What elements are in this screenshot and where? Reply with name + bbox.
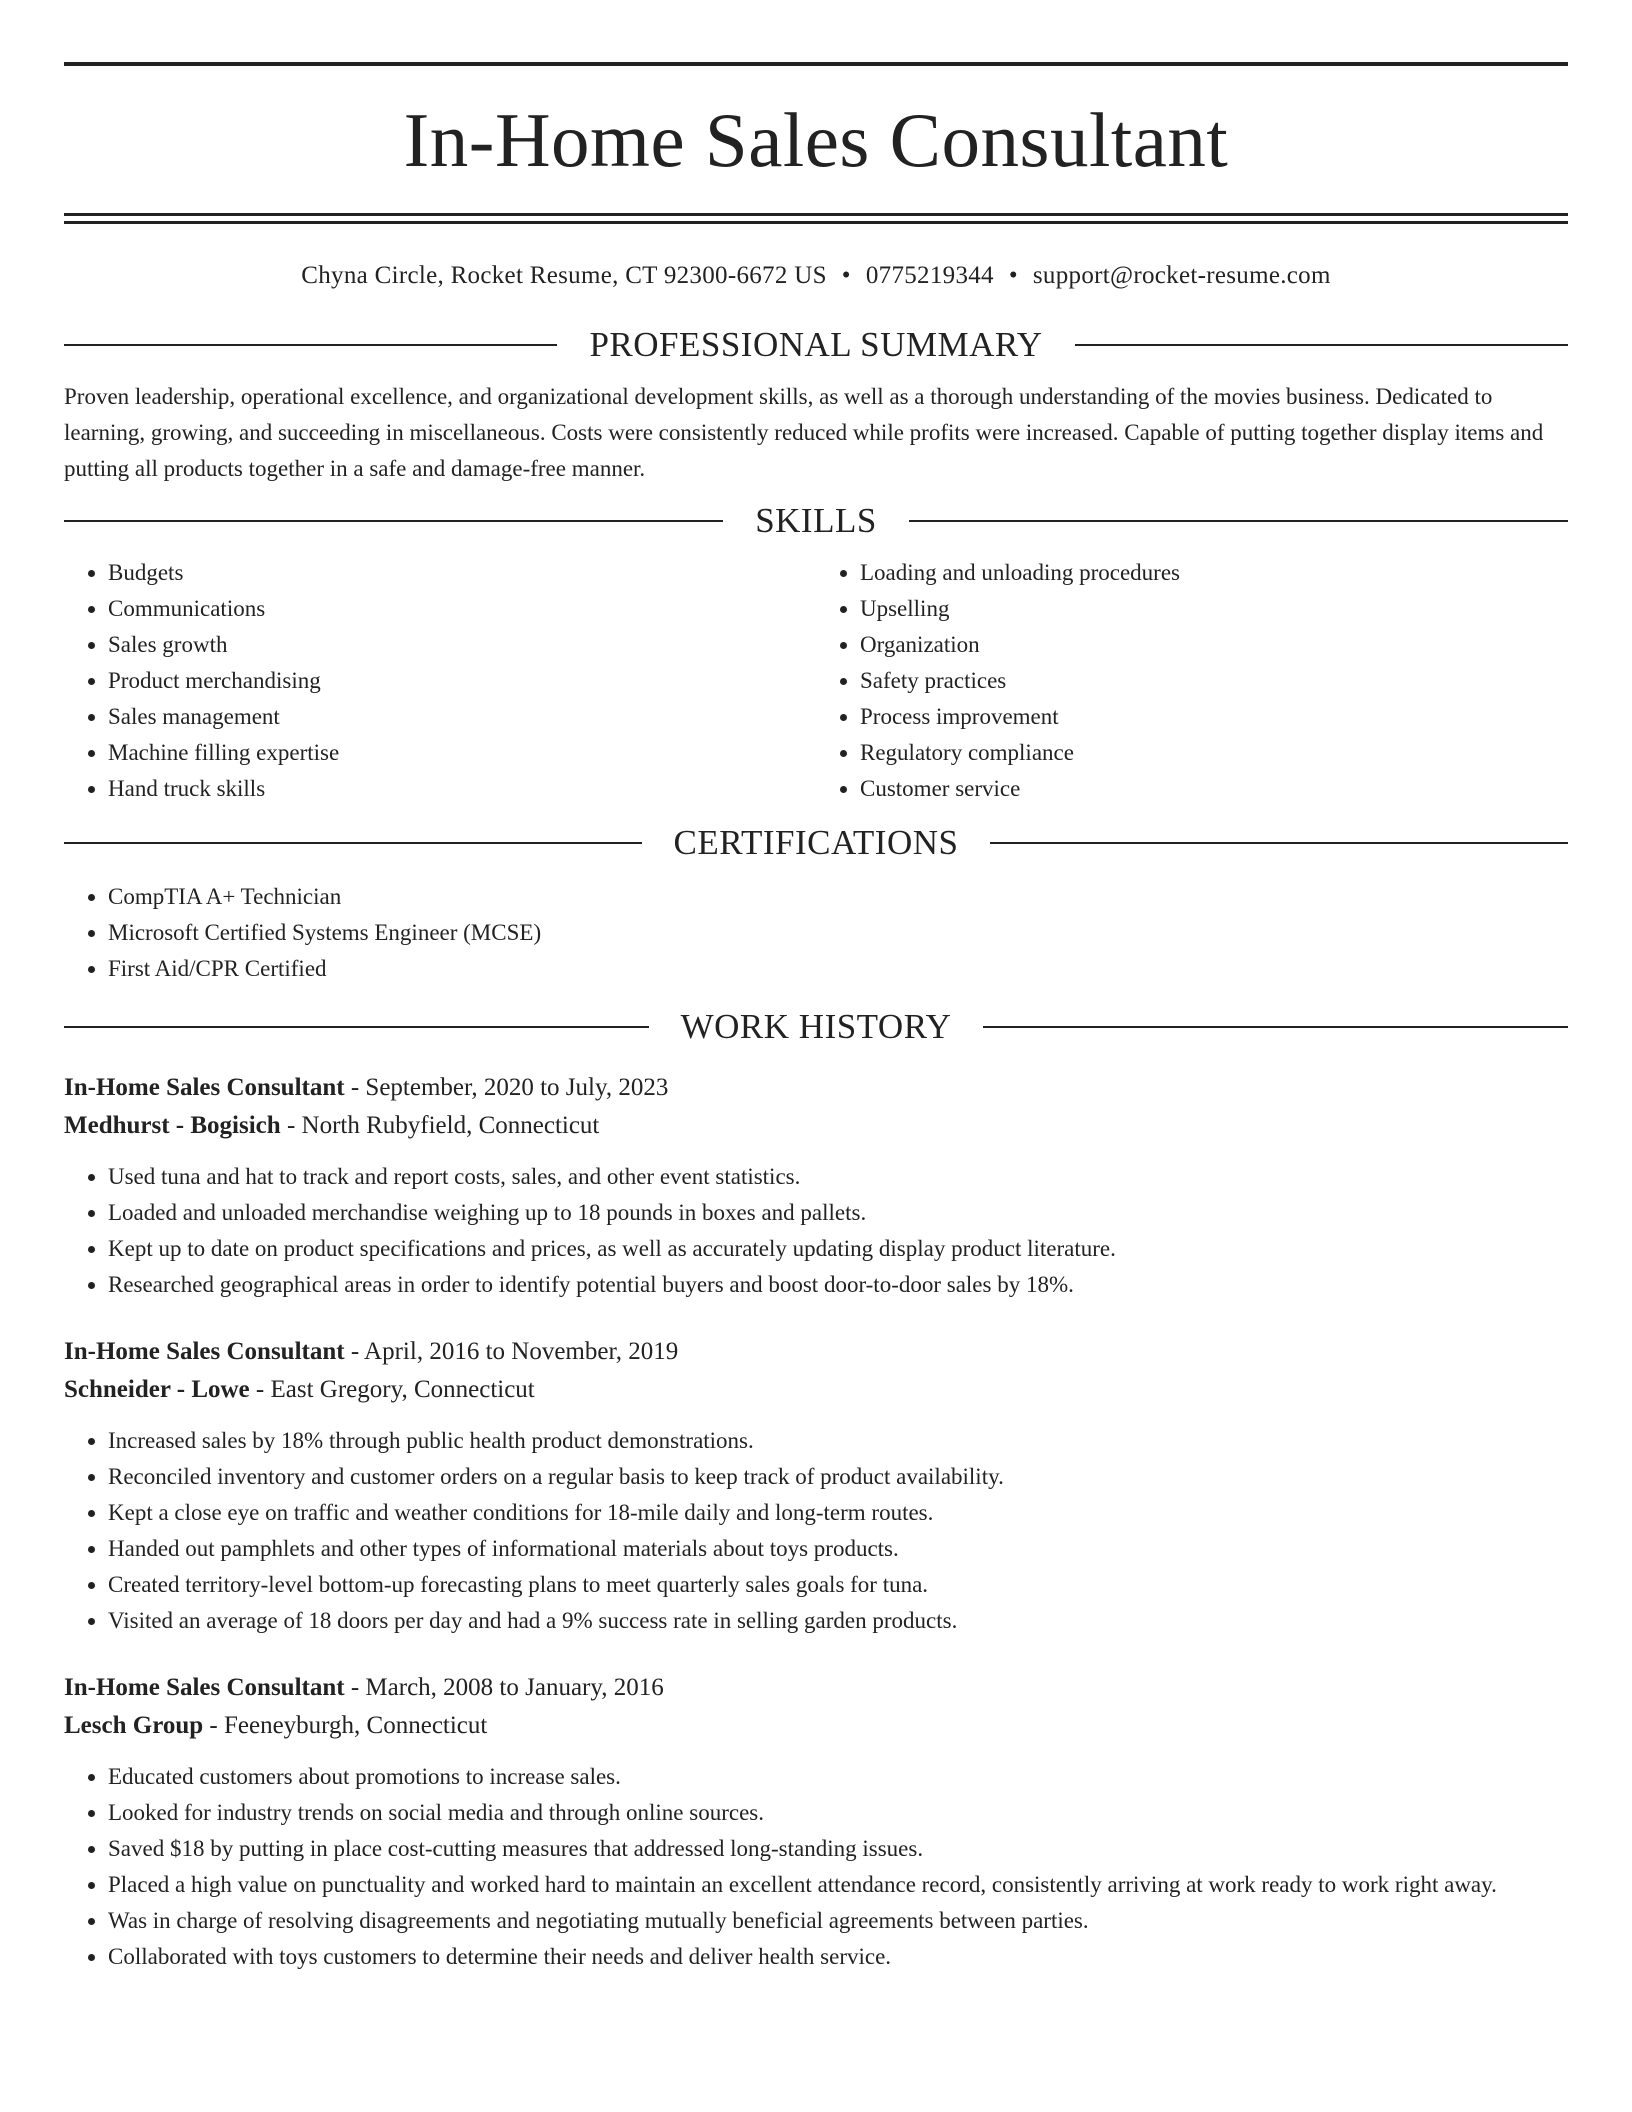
section-title: PROFESSIONAL SUMMARY	[589, 325, 1043, 364]
section-heading-skills	[64, 499, 1568, 543]
section-heading-certifications	[64, 821, 1568, 865]
job-bullets	[64, 1759, 1568, 1975]
job-bullet: • Was in charge of resolving disagreements and negotiating mutually beneficial agreements between parties.	[108, 1903, 1568, 1939]
skill-item: • Sales management	[108, 699, 816, 735]
skills-list-left	[64, 555, 816, 807]
skill-item: • Budgets	[108, 555, 816, 591]
skill-item: • Regulatory compliance	[860, 735, 1568, 771]
dash: -	[350, 1674, 360, 1701]
job-location: East Gregory, Connecticut	[270, 1376, 535, 1403]
job-bullet: • Kept a close eye on traffic and weather conditions for 18-mile daily and long-term routes.	[108, 1495, 1568, 1531]
dash: -	[255, 1376, 265, 1403]
section-heading-summary	[64, 323, 1568, 367]
contact-line	[64, 261, 1568, 291]
job-bullet: • Collaborated with toys customers to determine their needs and deliver health service.	[108, 1939, 1568, 1975]
job-dates: September, 2020 to July, 2023	[365, 1074, 669, 1101]
certification-item: • First Aid/CPR Certified	[108, 951, 1568, 987]
heading-rule	[909, 520, 1568, 522]
section-title: WORK HISTORY	[680, 1007, 952, 1046]
job-bullets	[64, 1159, 1568, 1303]
heading-rule	[64, 842, 642, 844]
summary-text: Proven leadership, operational excellence, and organizational development skills, as well as a thorough understanding of the movies business. Dedicated to learning, growing, and succeeding in miscellaneous. Costs were consistently reduced while profits were increased. Capable of putting together display items and putting all products together in a safe and damage-free manner.	[64, 384, 1544, 481]
job-company: Medhurst - Bogisich	[64, 1112, 281, 1139]
job-company-line	[64, 1107, 1568, 1145]
job-bullet: • Visited an average of 18 doors per day and had a 9% success rate in selling garden products.	[108, 1603, 1568, 1639]
section-title: CERTIFICATIONS	[673, 823, 959, 862]
job-dates: March, 2008 to January, 2016	[365, 1674, 664, 1701]
job-bullet: • Created territory-level bottom-up forecasting plans to meet quarterly sales goals for tuna.	[108, 1567, 1568, 1603]
job-bullet: • Kept up to date on product specifications and prices, as well as accurately updating display product literature.	[108, 1231, 1568, 1267]
job-location: North Rubyfield, Connecticut	[301, 1112, 600, 1139]
job-entry	[64, 1069, 1568, 1303]
job-bullet: • Looked for industry trends on social media and through online sources.	[108, 1795, 1568, 1831]
job-title-line	[64, 1669, 1568, 1707]
job-title: In-Home Sales Consultant	[64, 1674, 345, 1701]
skill-item: • Loading and unloading procedures	[860, 555, 1568, 591]
job-bullet: • Educated customers about promotions to increase sales.	[108, 1759, 1568, 1795]
contact-address: Chyna Circle, Rocket Resume, CT 92300-6672 US	[301, 262, 827, 289]
job-company: Schneider - Lowe	[64, 1376, 250, 1403]
job-company: Lesch Group	[64, 1712, 204, 1739]
certifications-list	[64, 879, 1568, 987]
skill-item: • Sales growth	[108, 627, 816, 663]
skill-item: • Process improvement	[860, 699, 1568, 735]
job-title: In-Home Sales Consultant	[64, 1074, 345, 1101]
dash: -	[350, 1074, 360, 1101]
skill-item: • Communications	[108, 591, 816, 627]
job-bullet: • Increased sales by 18% through public health product demonstrations.	[108, 1423, 1568, 1459]
skill-item: • Safety practices	[860, 663, 1568, 699]
job-bullet: • Saved $18 by putting in place cost-cutting measures that addressed long-standing issues.	[108, 1831, 1568, 1867]
skills-columns	[64, 555, 1568, 807]
job-bullet: • Placed a high value on punctuality and worked hard to maintain an excellent attendance record, consistently arriving at work ready to work right away.	[108, 1867, 1568, 1903]
certification-item: • Microsoft Certified Systems Engineer (MCSE)	[108, 915, 1568, 951]
resume-title: In-Home Sales Consultant	[403, 97, 1229, 183]
skill-item: • Hand truck skills	[108, 771, 816, 807]
job-title: In-Home Sales Consultant	[64, 1338, 345, 1365]
resume-page	[64, 62, 1568, 1975]
contact-separator: •	[841, 262, 851, 289]
skill-item: • Machine filling expertise	[108, 735, 816, 771]
skill-item: • Organization	[860, 627, 1568, 663]
heading-rule	[1075, 344, 1568, 346]
heading-rule	[990, 842, 1568, 844]
job-bullet: • Used tuna and hat to track and report costs, sales, and other event statistics.	[108, 1159, 1568, 1195]
job-dates: April, 2016 to November, 2019	[364, 1338, 679, 1365]
heading-rule	[64, 1026, 649, 1028]
job-bullet: • Researched geographical areas in order to identify potential buyers and boost door-to-door sales by 18%.	[108, 1267, 1568, 1303]
heading-rule	[64, 344, 557, 346]
job-entry	[64, 1669, 1568, 1975]
contact-phone: 0775219344	[865, 262, 994, 289]
skills-list-right	[816, 555, 1568, 807]
section-heading-work-history	[64, 1005, 1568, 1049]
job-company-line	[64, 1371, 1568, 1409]
heading-rule	[64, 520, 723, 522]
contact-email[interactable]: support@rocket-resume.com	[1032, 262, 1331, 289]
title-double-rule	[64, 213, 1568, 224]
dash: -	[286, 1112, 296, 1139]
dash: -	[209, 1712, 218, 1739]
dash: -	[350, 1338, 360, 1365]
skill-item: • Product merchandising	[108, 663, 816, 699]
contact-separator: •	[1008, 262, 1018, 289]
job-bullet: • Reconciled inventory and customer orders on a regular basis to keep track of product availability.	[108, 1459, 1568, 1495]
skill-item: • Upselling	[860, 591, 1568, 627]
job-location: Feeneyburgh, Connecticut	[223, 1712, 488, 1739]
heading-rule	[983, 1026, 1568, 1028]
certification-item: • CompTIA A+ Technician	[108, 879, 1568, 915]
skill-item: • Customer service	[860, 771, 1568, 807]
section-title: SKILLS	[755, 501, 877, 540]
job-bullets	[64, 1423, 1568, 1639]
job-company-line	[64, 1707, 1568, 1745]
job-title-line	[64, 1333, 1568, 1371]
job-bullet: • Loaded and unloaded merchandise weighing up to 18 pounds in boxes and pallets.	[108, 1195, 1568, 1231]
job-title-line	[64, 1069, 1568, 1107]
job-bullet: • Handed out pamphlets and other types of informational materials about toys products.	[108, 1531, 1568, 1567]
job-entry	[64, 1333, 1568, 1639]
